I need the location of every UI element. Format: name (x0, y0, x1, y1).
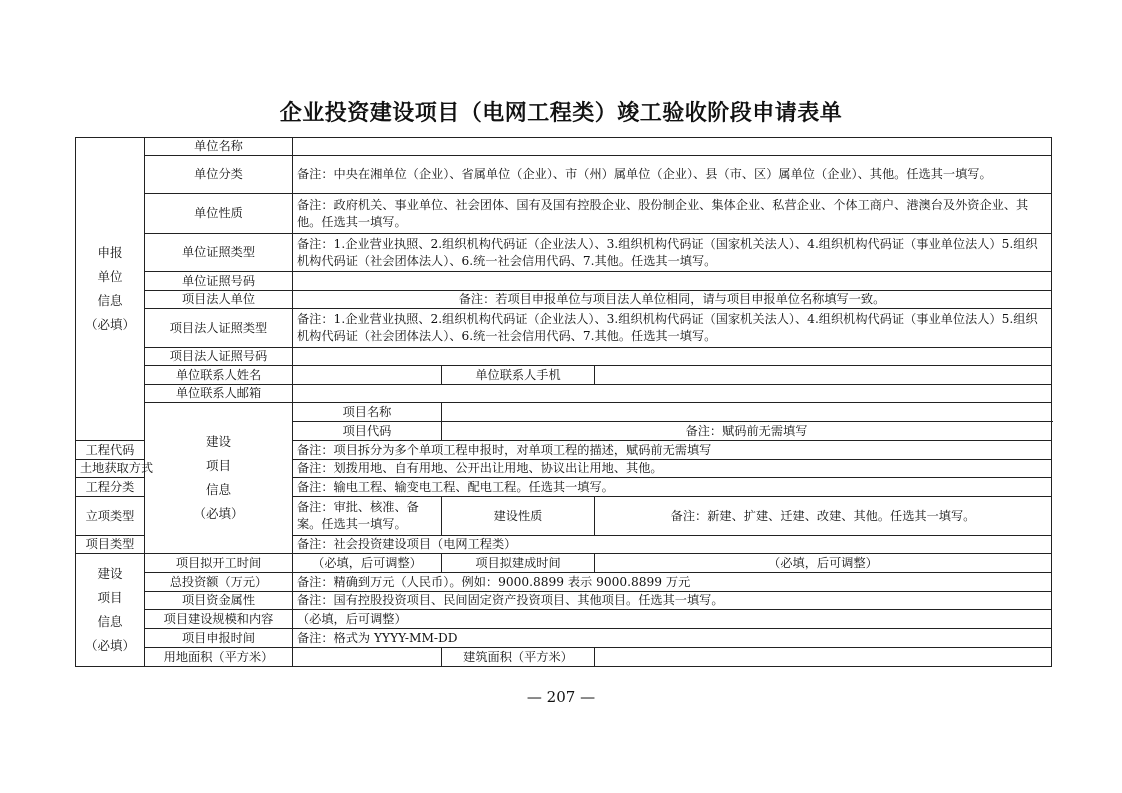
legal-unit-field[interactable]: 备注：若项目申报单位与项目法人单位相同，请与项目申报单位名称填写一致。 (293, 291, 1052, 309)
building-area-field[interactable] (595, 648, 1052, 667)
unit-nature-field[interactable]: 备注：政府机关、事业单位、社会团体、国有及国有控股企业、股份制企业、集体企业、私营企业、个体工商户、港澳台及外资企业、其他。任选其一填写。 (293, 194, 1052, 234)
row-unit-category (76, 156, 1052, 194)
land-area-field[interactable] (293, 648, 442, 667)
engineering-category-label: 工程分类 (76, 478, 145, 497)
contact-phone-label: 单位联系人手机 (442, 366, 595, 385)
engineering-code-field[interactable]: 备注：项目拆分为多个单项工程申报时，对单项工程的描述，赋码前无需填写 (293, 441, 1052, 460)
engineering-code-label: 工程代码 (76, 441, 145, 460)
project-code-label: 项目代码 (293, 422, 442, 441)
project-type-label: 项目类型 (76, 536, 145, 554)
unit-cert-no-field[interactable] (293, 272, 1052, 291)
legal-unit-label: 项目法人单位 (145, 291, 293, 309)
row-fund-attribute (76, 592, 1052, 610)
section-construction-info-2: 建设 项目 信息 （必填） (76, 554, 145, 667)
application-form-table (75, 137, 1052, 667)
row-unit-name (76, 138, 1052, 156)
approval-type-label: 立项类型 (76, 497, 145, 536)
approval-type-field[interactable]: 备注：审批、核准、备案。任选其一填写。 (293, 497, 442, 536)
scale-content-field[interactable]: （必填，后可调整） (293, 610, 1052, 629)
row-contact-email (76, 385, 1052, 403)
fund-attribute-field[interactable]: 备注：国有控股投资项目、民间固定资产投资项目、其他项目。任选其一填写。 (293, 592, 1052, 610)
row-project-name (76, 403, 1052, 422)
row-apply-time (76, 629, 1052, 648)
unit-category-label: 单位分类 (145, 156, 293, 194)
page-title: 企业投资建设项目（电网工程类）竣工验收阶段申请表单 (279, 101, 843, 126)
planned-start-field[interactable]: （必填，后可调整） (293, 554, 442, 573)
legal-cert-type-label: 项目法人证照类型 (145, 309, 293, 348)
unit-category-field[interactable]: 备注：中央在湘单位（企业）、省属单位（企业）、市（州）属单位（企业）、县（市、区）属单位（企业）、其他。任选其一填写。 (293, 156, 1052, 194)
planned-finish-field[interactable]: （必填，后可调整） (595, 554, 1052, 573)
contact-name-label: 单位联系人姓名 (145, 366, 293, 385)
total-investment-label: 总投资额（万元） (145, 573, 293, 592)
land-area-label: 用地面积（平方米） (145, 648, 293, 667)
section-construction-info: 建设 项目 信息 （必填） (145, 403, 293, 554)
construction-nature-label: 建设性质 (442, 497, 595, 536)
project-name-label: 项目名称 (293, 403, 442, 422)
land-method-label: 土地获取方式 (76, 460, 145, 478)
contact-name-field[interactable] (293, 366, 442, 385)
row-planned-start (76, 554, 1052, 573)
planned-finish-label: 项目拟建成时间 (442, 554, 595, 573)
unit-name-field[interactable] (293, 138, 1052, 156)
land-method-field[interactable]: 备注：划拨用地、自有用地、公开出让用地、协议出让用地、其他。 (293, 460, 1052, 478)
row-scale-content (76, 610, 1052, 629)
scale-content-label: 项目建设规模和内容 (145, 610, 293, 629)
project-name-field[interactable] (442, 403, 1052, 422)
row-unit-cert-type (76, 234, 1052, 272)
unit-cert-type-field[interactable]: 备注：1.企业营业执照、2.组织机构代码证（企业法人）、3.组织机构代码证（国家机关法人）、4.组织机构代码证（事业单位法人）5.组织机构代码证（社会团体法人）、6.统一社会信用代码、7.其他。任选其一填写。 (293, 234, 1052, 272)
row-contact-name (76, 366, 1052, 385)
row-legal-cert-type (76, 309, 1052, 348)
engineering-category-field[interactable]: 备注：输电工程、输变电工程、配电工程。任选其一填写。 (293, 478, 1052, 497)
row-unit-nature (76, 194, 1052, 234)
legal-cert-no-field[interactable] (293, 348, 1052, 366)
legal-cert-no-label: 项目法人证照号码 (145, 348, 293, 366)
row-legal-unit (76, 291, 1052, 309)
construction-nature-field[interactable]: 备注：新建、扩建、迁建、改建、其他。任选其一填写。 (595, 497, 1052, 536)
contact-email-label: 单位联系人邮箱 (145, 385, 293, 403)
building-area-label: 建筑面积（平方米） (442, 648, 595, 667)
unit-nature-label: 单位性质 (145, 194, 293, 234)
apply-time-field[interactable]: 备注：格式为 YYYY-MM-DD (293, 629, 1052, 648)
unit-cert-no-label: 单位证照号码 (145, 272, 293, 291)
project-type-field[interactable]: 备注：社会投资建设项目（电网工程类） (293, 536, 1052, 554)
project-code-field[interactable]: 备注：赋码前无需填写 (442, 422, 1052, 441)
contact-phone-field[interactable] (595, 366, 1052, 385)
fund-attribute-label: 项目资金属性 (145, 592, 293, 610)
planned-start-label: 项目拟开工时间 (145, 554, 293, 573)
contact-email-field[interactable] (293, 385, 1052, 403)
page-number: — 207 — (526, 688, 596, 706)
unit-name-label: 单位名称 (145, 138, 293, 156)
apply-time-label: 项目申报时间 (145, 629, 293, 648)
row-legal-cert-no (76, 348, 1052, 366)
row-unit-cert-no (76, 272, 1052, 291)
row-total-investment (76, 573, 1052, 592)
total-investment-field[interactable]: 备注：精确到万元（人民币）。例如：9000.8899 表示 9000.8899 万元 (293, 573, 1052, 592)
legal-cert-type-field[interactable]: 备注：1.企业营业执照、2.组织机构代码证（企业法人）、3.组织机构代码证（国家机关法人）、4.组织机构代码证（事业单位法人）5.组织机构代码证（社会团体法人）、6.统一社会信用代码、7.其他。任选其一填写。 (293, 309, 1052, 348)
unit-cert-type-label: 单位证照类型 (145, 234, 293, 272)
section-applicant-info: 申报 单位 信息 （必填） (76, 138, 145, 441)
row-land-area (76, 648, 1052, 667)
